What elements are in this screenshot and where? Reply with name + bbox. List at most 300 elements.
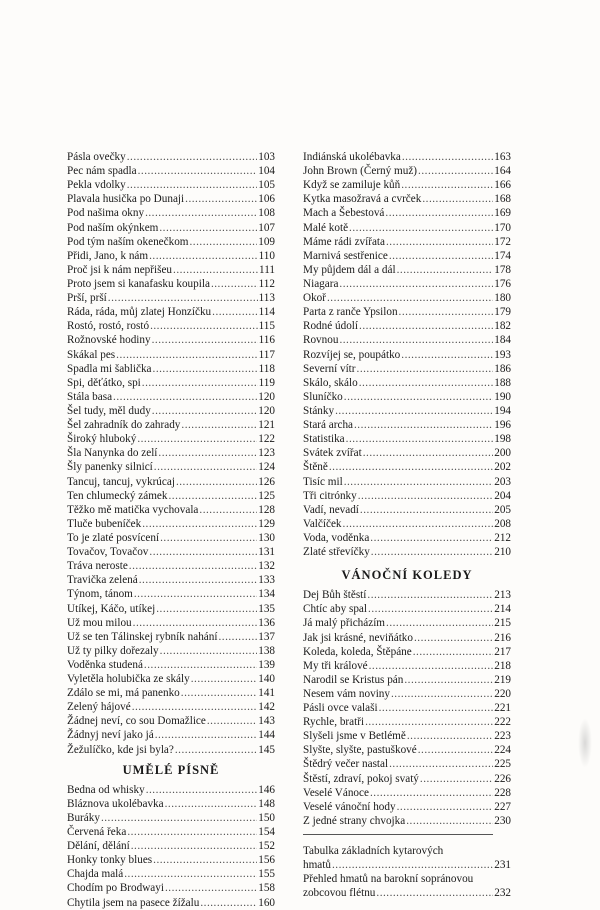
dot-leader: [379, 701, 494, 715]
entry-page-number: 121: [258, 419, 275, 432]
toc-entry: [303, 235, 511, 249]
entry-page-number: 202: [494, 461, 511, 474]
toc-entry: [67, 545, 275, 559]
entry-title: Rodné údolí: [303, 320, 359, 333]
entry-page-number: 196: [494, 419, 511, 432]
toc-entry: [303, 475, 511, 489]
appendix-list: [303, 844, 511, 900]
toc-entry: [67, 277, 275, 291]
entry-title: Prší, prší: [67, 292, 107, 305]
entry-page-number: 194: [494, 404, 511, 417]
dot-leader: [404, 673, 493, 687]
entry-page-number: 141: [258, 687, 275, 700]
entry-title: Rychle, bratři: [303, 716, 365, 729]
entry-page-number: 231: [494, 859, 511, 872]
divider: [303, 834, 493, 835]
entry-title: Tovačov, Tovačov: [67, 546, 149, 559]
dot-leader: [165, 797, 258, 811]
entry-title: Chajda malá: [67, 868, 124, 881]
toc-entry: [67, 896, 275, 910]
entry-title: zobcovou flétnu: [303, 887, 376, 900]
dot-leader: [327, 291, 493, 305]
entry-title-line1: Přehled hmatů na barokní sopránovou: [303, 873, 474, 886]
dot-leader: [155, 728, 258, 742]
dot-leader: [175, 743, 257, 757]
toc-entry: [67, 390, 275, 404]
entry-title: Malé kotě: [303, 221, 349, 234]
entry-page-number: 145: [258, 743, 275, 756]
toc-entry: [67, 559, 275, 573]
dot-leader: [363, 446, 494, 460]
dot-leader: [218, 630, 257, 644]
dot-leader: [144, 658, 257, 672]
dot-leader: [116, 348, 257, 362]
dot-leader: [185, 192, 257, 206]
dot-leader: [152, 404, 257, 418]
toc-entry: [303, 757, 511, 771]
entry-page-number: 170: [494, 221, 511, 234]
entry-title: Buráky: [67, 811, 100, 824]
folk-song-list: [67, 150, 275, 757]
entry-page-number: 124: [258, 461, 275, 474]
entry-title: Žádnyj neví jako já: [67, 729, 154, 742]
toc-entry: [67, 783, 275, 797]
entry-title: Mach a Šebestová: [303, 207, 385, 220]
dot-leader: [153, 853, 257, 867]
entry-title: Dělání, dělání: [67, 840, 130, 853]
entry-page-number: 216: [494, 631, 511, 644]
dot-leader: [418, 164, 493, 178]
toc-entry: [67, 192, 275, 206]
dot-leader: [145, 206, 257, 220]
entry-title: Pásli ovce valaši: [303, 702, 378, 715]
dot-leader: [397, 800, 494, 814]
entry-title: Slyšte, slyšte, pastuškové: [303, 744, 417, 757]
dot-leader: [401, 178, 493, 192]
entry-page-number: 208: [494, 517, 511, 530]
entry-page-number: 166: [494, 179, 511, 192]
entry-title: Zdálo se mi, má panenko: [67, 687, 180, 700]
toc-entry: [303, 221, 511, 235]
entry-title: Proč jsi k nám nepřišeu: [67, 263, 173, 276]
entry-page-number: 220: [494, 687, 511, 700]
toc-entry: [67, 881, 275, 895]
entry-title: Voděnka studená: [67, 658, 143, 671]
toc-entry: [67, 404, 275, 418]
dot-leader: [101, 811, 257, 825]
dot-leader: [349, 221, 493, 235]
toc-entry: [303, 206, 511, 220]
entry-title: Tluče bubeníček: [67, 517, 142, 530]
dot-leader: [137, 432, 257, 446]
entry-title: Severní vítr: [303, 362, 356, 375]
entry-page-number: 223: [494, 730, 511, 743]
entry-page-number: 232: [494, 887, 511, 900]
toc-entry: [303, 150, 511, 164]
toc-entry: [67, 503, 275, 517]
toc-entry: [303, 446, 511, 460]
entry-page-number: 188: [494, 376, 511, 389]
entry-page-number: 114: [258, 306, 275, 319]
toc-entry: [67, 376, 275, 390]
toc-entry: [303, 701, 511, 715]
toc-entry: [67, 319, 275, 333]
toc-right-column: [303, 150, 511, 901]
toc-entry: [303, 743, 511, 757]
entry-title: Skálo, skálo: [303, 376, 358, 389]
toc-entry: [303, 432, 511, 446]
entry-title: Rozvíjej se, poupátko: [303, 348, 401, 361]
toc-entry: [67, 839, 275, 853]
entry-title: Spi, děťátko, spi: [67, 376, 141, 389]
toc-entry: [303, 178, 511, 192]
toc-entry: [303, 715, 511, 729]
entry-page-number: 143: [258, 715, 275, 728]
entry-page-number: 230: [494, 814, 511, 827]
entry-title: Přidi, Jano, k nám: [67, 249, 149, 262]
entry-page-number: 226: [494, 772, 511, 785]
entry-page-number: 130: [258, 531, 275, 544]
entry-page-number: 108: [258, 207, 275, 220]
entry-title: Týnom, tánom: [67, 588, 133, 601]
toc-entry: [67, 150, 275, 164]
entry-title: Chodím po Brodwayi: [67, 882, 164, 895]
entry-page-number: 228: [494, 786, 511, 799]
dot-leader: [407, 729, 493, 743]
toc-entry: [303, 164, 511, 178]
dot-leader: [108, 291, 258, 305]
entry-page-number: 126: [258, 475, 275, 488]
entry-title: Pod naším okýnkem: [67, 221, 159, 234]
toc-entry: [303, 616, 511, 630]
entry-page-number: 193: [494, 348, 511, 361]
entry-page-number: 203: [494, 475, 511, 488]
entry-page-number: 176: [494, 277, 511, 290]
entry-page-number: 136: [258, 616, 275, 629]
entry-title: Ten chlumecký zámek: [67, 489, 168, 502]
entry-title: Bláznova ukolébavka: [67, 797, 164, 810]
dot-leader: [344, 475, 494, 489]
toc-entry: [303, 602, 511, 616]
entry-page-number: 218: [494, 659, 511, 672]
entry-page-number: 119: [258, 376, 275, 389]
entry-title: Pec nám spadla: [67, 165, 137, 178]
entry-title: Štěně: [303, 461, 328, 474]
dot-leader: [133, 616, 258, 630]
entry-title: Tři citrónky: [303, 489, 357, 502]
dot-leader: [190, 235, 258, 249]
entry-page-number: 184: [494, 334, 511, 347]
toc-entry: [303, 390, 511, 404]
entry-page-number: 144: [258, 729, 275, 742]
entry-title: Kytka masožravá a cvrček: [303, 193, 422, 206]
dot-leader: [207, 714, 257, 728]
toc-entry: [67, 853, 275, 867]
dot-leader: [159, 221, 257, 235]
entry-page-number: 109: [258, 235, 275, 248]
dot-leader: [389, 757, 493, 771]
entry-page-number: 174: [494, 249, 511, 262]
entry-page-number: 168: [494, 193, 511, 206]
entry-page-number: 163: [494, 151, 511, 163]
entry-title: Těžko mě matička vychovala: [67, 503, 199, 516]
dot-leader: [422, 192, 493, 206]
entry-title: Šel zahradník do zahrady: [67, 419, 181, 432]
entry-title: Svátek zvířat: [303, 447, 362, 460]
dot-leader: [181, 418, 257, 432]
toc-entry: [67, 432, 275, 446]
dot-leader: [149, 249, 258, 263]
toc-entry: [303, 249, 511, 263]
entry-page-number: 133: [258, 574, 275, 587]
toc-entry: [67, 728, 275, 742]
dot-leader: [156, 602, 257, 616]
toc-entry: [303, 772, 511, 786]
toc-entry: [67, 460, 275, 474]
entry-title: Žádnej neví, co sou Domažlice: [67, 715, 206, 728]
entry-page-number: 113: [258, 292, 275, 305]
entry-title: Vyletěla holubička ze skály: [67, 673, 190, 686]
entry-page-number: 107: [258, 221, 275, 234]
toc-entry: [303, 545, 511, 559]
entry-page-number: 198: [494, 433, 511, 446]
toc-entry: [303, 729, 511, 743]
toc-entry: [67, 291, 275, 305]
toc-entry: [303, 645, 511, 659]
entry-title: Spadla mi šablička: [67, 362, 152, 375]
entry-page-number: 142: [258, 701, 275, 714]
entry-page-number: 104: [258, 165, 275, 178]
dot-leader: [343, 517, 494, 531]
entry-page-number: 123: [258, 447, 275, 460]
entry-page-number: 129: [258, 517, 275, 530]
dot-leader: [124, 867, 257, 881]
entry-page-number: 214: [494, 603, 511, 616]
entry-page-number: 225: [494, 758, 511, 771]
dot-leader: [391, 687, 493, 701]
entry-title: Veselé vánoční hody: [303, 800, 396, 813]
dot-leader: [335, 404, 493, 418]
toc-entry: [303, 517, 511, 531]
entry-page-number: 219: [494, 673, 511, 686]
entry-page-number: 106: [258, 193, 275, 206]
entry-page-number: 152: [258, 840, 275, 853]
entry-page-number: 146: [258, 783, 275, 796]
dot-leader: [332, 858, 493, 872]
entry-title: Když se zamiluje kůň: [303, 179, 401, 192]
entry-page-number: 213: [494, 589, 511, 602]
entry-title: Nesem vám noviny: [303, 687, 390, 700]
entry-page-number: 132: [258, 560, 275, 573]
dot-leader: [376, 886, 493, 900]
entry-title: Travička zelená: [67, 574, 138, 587]
entry-title: Stála basa: [67, 390, 113, 403]
dot-leader: [131, 839, 257, 853]
entry-title: To je zlaté posvícení: [67, 531, 160, 544]
toc-entry: [303, 460, 511, 474]
entry-page-number: 221: [494, 702, 511, 715]
entry-page-number: 117: [258, 348, 275, 361]
toc-entry: [67, 531, 275, 545]
entry-title: Široký hluboký: [67, 433, 137, 446]
entry-title: Rožnovské hodiny: [67, 334, 151, 347]
entry-page-number: 103: [258, 151, 275, 163]
entry-page-number: 164: [494, 165, 511, 178]
entry-title: Valčíček: [303, 517, 342, 530]
toc-entry: [67, 348, 275, 362]
dot-leader: [191, 672, 258, 686]
entry-title: Zlaté střevíčky: [303, 546, 370, 559]
toc-entry: [303, 277, 511, 291]
entry-page-number: 118: [258, 362, 275, 375]
toc-entry: [67, 630, 275, 644]
entry-title: Stará archa: [303, 419, 353, 432]
entry-title: Koleda, koleda, Štěpáne: [303, 645, 412, 658]
dot-leader: [397, 263, 494, 277]
entry-title: Indiánská ukolébavka: [303, 151, 401, 163]
toc-entry: [303, 659, 511, 673]
toc-entry: [67, 446, 275, 460]
umele-song-list: [67, 783, 275, 910]
entry-title: Ráda, ráda, můj zlatej Honzíčku: [67, 306, 212, 319]
toc-entry: [67, 221, 275, 235]
entry-title: Štědrý večer nastal: [303, 758, 389, 771]
entry-page-number: 205: [494, 503, 511, 516]
dot-leader: [129, 559, 257, 573]
dot-leader: [413, 645, 493, 659]
entry-title: Statistika: [303, 433, 345, 446]
dot-leader: [354, 418, 493, 432]
toc-entry: [67, 418, 275, 432]
dot-leader: [370, 786, 493, 800]
entry-page-number: 105: [258, 179, 275, 192]
entry-title: Stánky: [303, 404, 335, 417]
dot-leader: [420, 772, 493, 786]
entry-page-number: 134: [258, 588, 275, 601]
dot-leader: [357, 362, 494, 376]
toc-entry: [303, 886, 511, 900]
dot-leader: [359, 376, 494, 390]
toc-entry: [67, 305, 275, 319]
entry-title: Parta z ranče Ypsilon: [303, 306, 398, 319]
toc-entry: [67, 825, 275, 839]
entry-title: Jak jsi krásné, neviňátko: [303, 631, 413, 644]
entry-page-number: 154: [258, 826, 275, 839]
entry-page-number: 217: [494, 645, 511, 658]
entry-title: Pod našima okny: [67, 207, 145, 220]
toc-entry: [67, 672, 275, 686]
toc-entry: [303, 489, 511, 503]
entry-title: Pekla vdolky: [67, 179, 126, 192]
entry-title: My tři králové: [303, 659, 368, 672]
entry-page-number: 190: [494, 390, 511, 403]
dot-leader: [399, 305, 494, 319]
toc-entry: [303, 503, 511, 517]
toc-entry: [67, 686, 275, 700]
entry-title: Tisíc mil: [303, 475, 343, 488]
entry-title: Šel tudy, měl dudy: [67, 404, 151, 417]
dot-leader: [134, 587, 257, 601]
toc-entry: [303, 404, 511, 418]
entry-page-number: 169: [494, 207, 511, 220]
toc-entry: [303, 858, 511, 872]
entry-page-number: 200: [494, 447, 511, 460]
toc-entry: [67, 475, 275, 489]
entry-page-number: 120: [258, 390, 275, 403]
entry-page-number: 227: [494, 800, 511, 813]
entry-title: Máme rádi zvířata: [303, 235, 385, 248]
dot-leader: [406, 814, 493, 828]
dot-leader: [329, 460, 493, 474]
toc-left-column: [67, 150, 275, 910]
dot-leader: [212, 305, 257, 319]
entry-title: Už se ten Tálinskej rybník nahání: [67, 630, 218, 643]
toc-entry: [303, 631, 511, 645]
toc-entry: [67, 333, 275, 347]
dot-leader: [358, 489, 493, 503]
entry-page-number: 158: [258, 882, 275, 895]
dot-leader: [386, 616, 493, 630]
entry-title: Okoř: [303, 292, 326, 305]
dot-leader: [370, 531, 493, 545]
dot-leader: [359, 319, 493, 333]
entry-title: Niagara: [303, 277, 339, 290]
entry-title: Rovnou: [303, 334, 339, 347]
dot-leader: [153, 362, 258, 376]
dot-leader: [369, 659, 494, 673]
dot-leader: [401, 348, 493, 362]
dot-leader: [211, 277, 258, 291]
toc-entry: [67, 517, 275, 531]
entry-title: Vadí, nevadí: [303, 503, 359, 516]
dot-leader: [142, 517, 257, 531]
toc-entry: [67, 362, 275, 376]
toc-entry: [67, 714, 275, 728]
entry-page-number: 212: [494, 531, 511, 544]
entry-page-number: 210: [494, 546, 511, 559]
entry-page-number: 110: [258, 249, 275, 262]
entry-title: Plavala husička po Dunaji: [67, 193, 185, 206]
dot-leader: [154, 460, 257, 474]
toc-entry: [303, 800, 511, 814]
entry-page-number: 179: [494, 306, 511, 319]
toc-entry: [303, 291, 511, 305]
entry-title: Červená řeka: [67, 826, 127, 839]
entry-page-number: 224: [494, 744, 511, 757]
entry-page-number: 204: [494, 489, 511, 502]
toc-entry: [303, 319, 511, 333]
dot-leader: [158, 446, 257, 460]
dot-leader: [139, 573, 257, 587]
entry-page-number: 180: [494, 292, 511, 305]
toc-entry: [67, 164, 275, 178]
section-heading-umele: UMĚLÉ PÍSNĚ: [122, 762, 220, 777]
dot-leader: [127, 178, 257, 192]
toc-entry: [303, 362, 511, 376]
toc-entry: [303, 786, 511, 800]
entry-title: Z jedné strany chvojka: [303, 814, 406, 827]
entry-page-number: 155: [258, 868, 275, 881]
toc-entry: [67, 658, 275, 672]
toc-entry: [303, 418, 511, 432]
dot-leader: [127, 825, 257, 839]
toc-entry: [67, 644, 275, 658]
entry-title: Chytila jsem na pasece žížalu: [67, 896, 200, 909]
dot-leader: [142, 376, 258, 390]
entry-page-number: 128: [258, 503, 275, 516]
dot-leader: [360, 503, 493, 517]
dot-leader: [146, 783, 258, 797]
